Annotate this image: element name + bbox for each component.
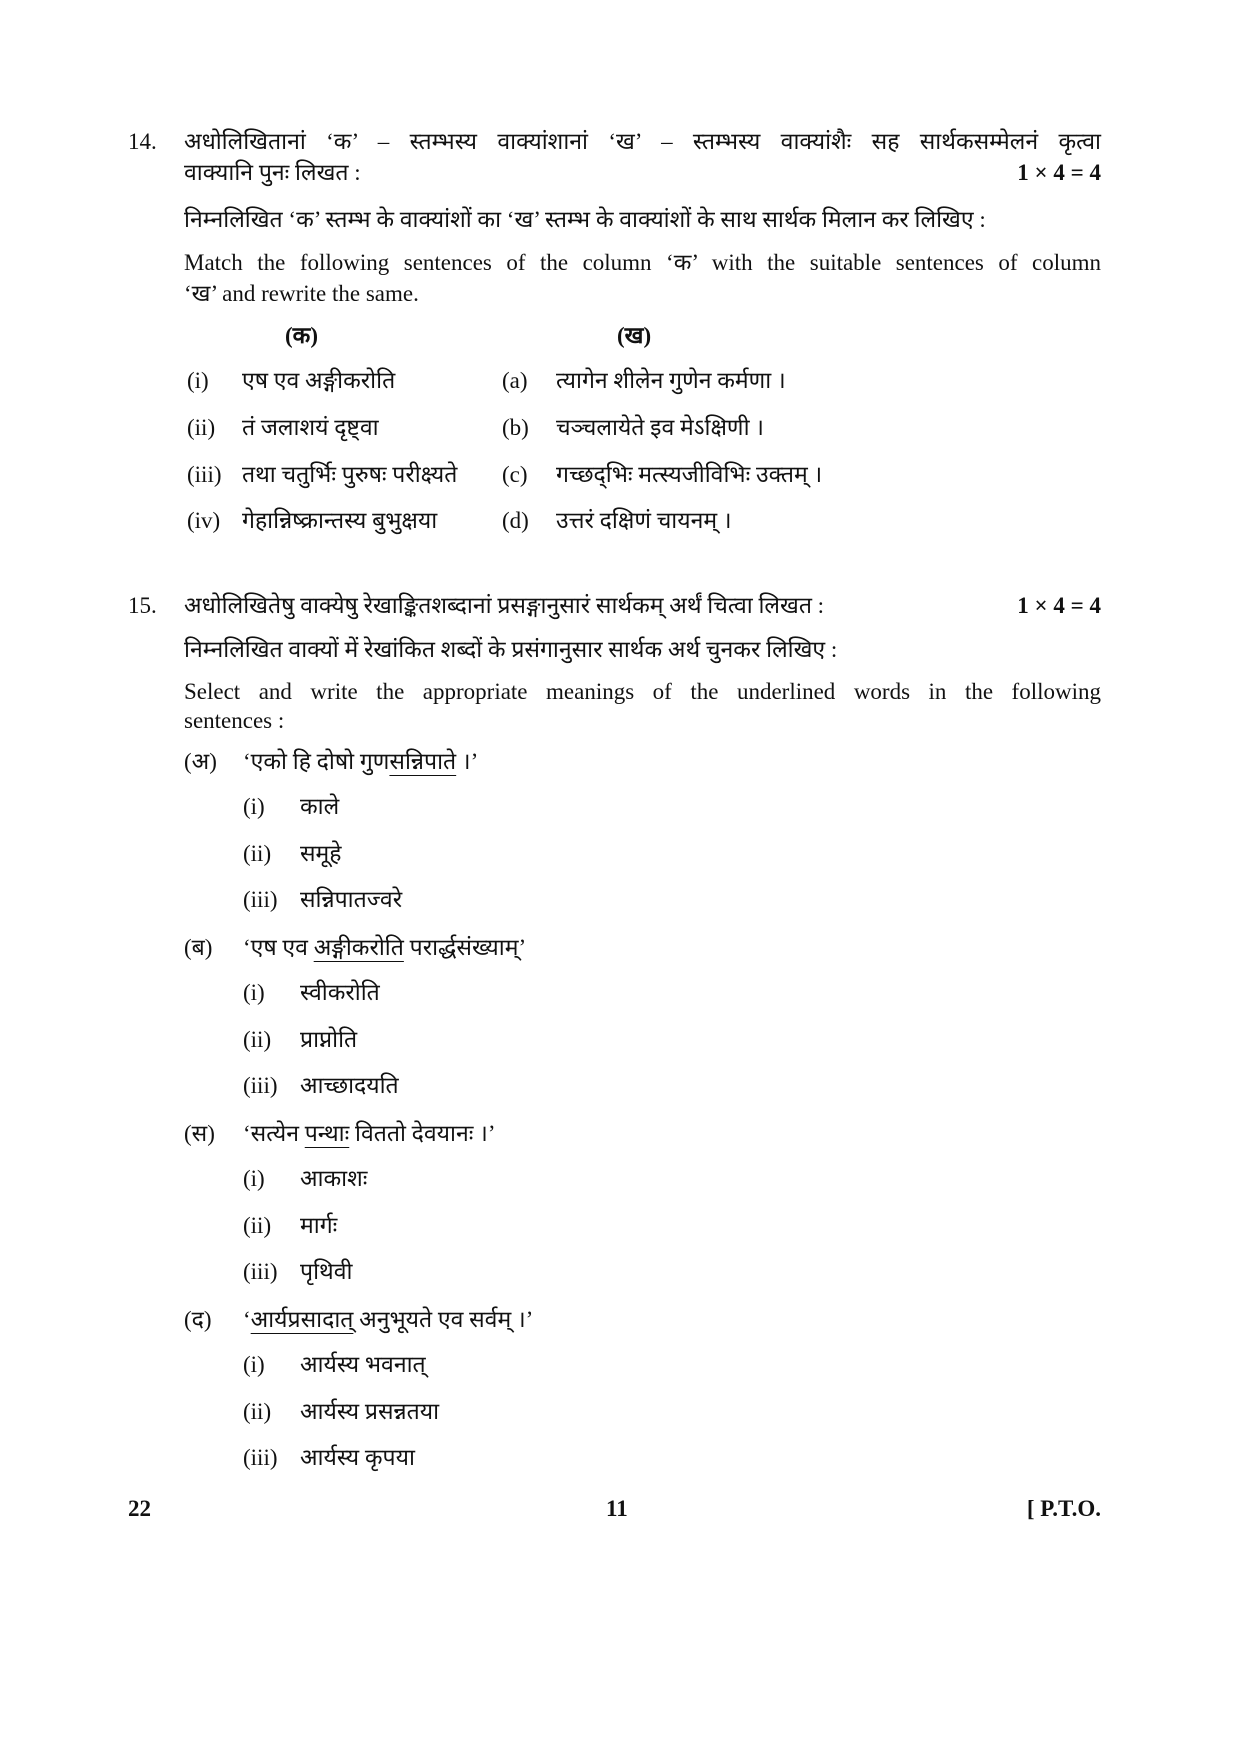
option-text: आर्यस्य भवनात् [300,1352,426,1377]
option-text: समूहे [300,840,342,866]
option-label: (iii) [243,1259,278,1284]
option-text: सन्निपातज्वरे [300,887,403,912]
sentence-text: विततो देवयानः ।’ [349,1121,496,1146]
option-text: पृथिवी [300,1259,353,1284]
option-label: (ii) [243,1398,272,1424]
column-b-header: (ख) [617,323,652,348]
column-a-header: (क) [285,323,318,348]
column-a-label: (iii) [187,462,222,487]
column-a-label: (iv) [187,508,221,533]
pto-label: [ P.T.O. [1026,1496,1101,1521]
option-text: आर्यस्य प्रसन्नतया [300,1398,440,1424]
sentence-text: अनुभूयते एव सर्वम् ।’ [353,1307,534,1332]
option-label: (iii) [243,1073,278,1098]
option-label: (i) [243,980,265,1005]
column-b-text: चञ्चलायेते इव मेऽक्षिणी । [556,415,764,440]
part-label: (अ) [184,749,217,774]
column-b-label: (a) [502,368,528,393]
option-text: आकाशः [300,1166,368,1191]
option-text: प्राप्नोति [300,1026,358,1052]
option-text: मार्गः [300,1212,338,1238]
part-sentence [243,1305,533,1335]
column-a-text: तथा चतुर्भिः पुरुषः परीक्ष्यते [242,462,458,487]
sentence-text: परार्द्धसंख्याम्’ [403,935,527,960]
part-label: (स) [184,1121,215,1146]
sentence-text: ‘एष एव [243,935,314,960]
underlined-word: सन्निपाते [389,749,457,774]
instruction-english-cont: sentences : [184,708,285,733]
marks: 1 × 4 = 4 [1017,593,1101,618]
part-sentence [243,933,526,963]
instruction-english: Select and write the appropriate meanings of the underlined words in the following [184,679,1101,704]
option-label: (iii) [243,1445,278,1470]
option-label: (i) [243,1352,265,1377]
marks: 1 × 4 = 4 [1017,160,1101,185]
instruction-sanskrit: अधोलिखितानां ‘क’ – स्तम्भस्य वाक्यांशानां ‘ख’ – स्तम्भस्य वाक्यांशैः सह सार्थकसम्मेलनं कृत्वा [184,129,1101,154]
part-label: (द) [184,1307,212,1332]
instruction-hindi: निम्नलिखित वाक्यों में रेखांकित शब्दों के प्रसंगानुसार सार्थक अर्थ चुनकर लिखिए : [184,637,838,662]
column-a-label: (ii) [187,415,216,440]
sentence-text: ‘सत्येन [243,1121,305,1146]
option-text: स्वीकरोति [300,980,380,1005]
sentence-text: ‘एको हि दोषो गुण [243,749,390,774]
column-b-text: उत्तरं दक्षिणं चायनम् । [556,508,732,533]
part-sentence [243,747,478,777]
instruction-sanskrit: अधोलिखितेषु वाक्येषु रेखाङ्कितशब्दानां प्रसङ्गानुसारं सार्थकम् अर्थं चित्वा लिखत : [184,593,825,618]
option-label: (iii) [243,887,278,912]
column-b-label: (b) [502,415,529,440]
column-a-text: तं जलाशयं दृष्ट्वा [242,415,379,440]
column-b-label: (c) [502,462,528,487]
option-text: आर्यस्य कृपया [300,1445,415,1470]
option-label: (ii) [243,1026,272,1052]
underlined-word: अङ्गीकरोति [313,935,404,960]
instruction-english-cont: ‘ख’ and rewrite the same. [184,281,419,306]
column-a-label: (i) [187,368,209,393]
option-label: (i) [243,1166,265,1191]
underlined-word: पन्थाः [304,1121,350,1146]
column-b-text: त्यागेन शीलेन गुणेन कर्मणा । [556,368,786,393]
question-number: 14. [128,129,157,154]
part-label: (ब) [184,935,213,960]
column-a-text: एष एव अङ्गीकरोति [242,368,396,393]
column-b-text: गच्छद्‌भिः मत्स्यजीविभिः उक्तम् । [556,462,823,487]
column-a-text: गेहान्निष्क्रान्तस्य बुभुक्षया [242,508,438,533]
option-label: (i) [243,794,265,819]
instruction-hindi: निम्नलिखित ‘क’ स्तम्भ के वाक्यांशों का ‘ख’ स्तम्भ के वाक्यांशों के साथ सार्थक मिलान कर लिखिए : [184,207,986,232]
option-label: (ii) [243,840,272,866]
column-b-label: (d) [502,508,529,533]
underlined-word: आर्यप्रसादात् [250,1307,354,1332]
footer-code: 22 [128,1496,151,1521]
page-number: 11 [606,1496,628,1521]
sentence-text: ‘ [243,1307,251,1332]
option-text: आच्छादयति [300,1073,399,1098]
option-text: काले [300,794,340,819]
instruction-sanskrit-cont: वाक्यानि पुनः लिखत : [184,160,361,185]
option-label: (ii) [243,1212,272,1238]
question-number: 15. [128,593,157,618]
sentence-text: ।’ [456,749,479,774]
instruction-english: Match the following sentences of the column ‘क’ with the suitable sentences of column [184,250,1101,275]
part-sentence [243,1119,496,1149]
